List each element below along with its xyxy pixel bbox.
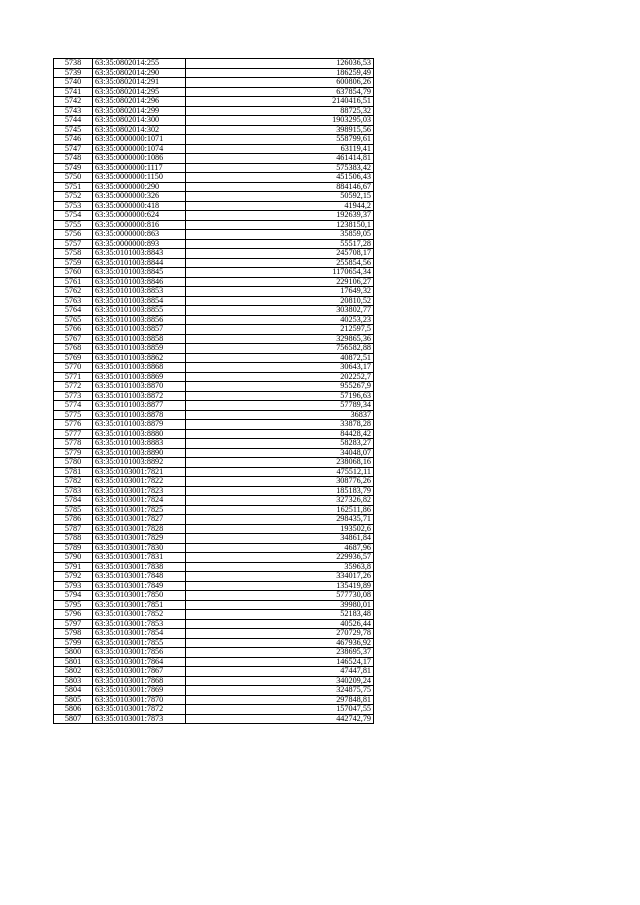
row-number-cell: 5773 [54, 391, 93, 401]
cadastral-number-cell: 63:35:0103001:7821 [93, 467, 186, 477]
value-cell: 334017,26 [186, 572, 374, 582]
row-number-cell: 5796 [54, 610, 93, 620]
cadastral-number-cell: 63:35:0000000:624 [93, 211, 186, 221]
table-row [54, 277, 374, 287]
table-row [54, 496, 374, 506]
cadastral-number-cell: 63:35:0101003:8843 [93, 249, 186, 259]
row-number-cell: 5748 [54, 154, 93, 164]
cadastral-number-cell: 63:35:0000000:863 [93, 230, 186, 240]
row-number-cell: 5774 [54, 401, 93, 411]
row-number-cell: 5795 [54, 600, 93, 610]
table-row [54, 486, 374, 496]
row-number-cell: 5766 [54, 325, 93, 335]
cadastral-number-cell: 63:35:0000000:418 [93, 201, 186, 211]
row-number-cell: 5738 [54, 59, 93, 69]
table-row [54, 372, 374, 382]
row-number-cell: 5784 [54, 496, 93, 506]
value-cell: 58283,27 [186, 439, 374, 449]
table-row [54, 306, 374, 316]
value-cell: 41944,2 [186, 201, 374, 211]
cadastral-number-cell: 63:35:0101003:8853 [93, 287, 186, 297]
row-number-cell: 5741 [54, 87, 93, 97]
value-cell: 35859,05 [186, 230, 374, 240]
cadastral-number-cell: 63:35:0103001:7828 [93, 524, 186, 534]
table-row [54, 59, 374, 69]
cadastral-number-cell: 63:35:0103001:7856 [93, 648, 186, 658]
value-cell: 324875,75 [186, 686, 374, 696]
value-cell: 35963,8 [186, 562, 374, 572]
value-cell: 52183,48 [186, 610, 374, 620]
value-cell: 30643,17 [186, 363, 374, 373]
value-cell: 461414,81 [186, 154, 374, 164]
row-number-cell: 5743 [54, 106, 93, 116]
row-number-cell: 5786 [54, 515, 93, 525]
table-row [54, 629, 374, 639]
table-row [54, 714, 374, 724]
cadastral-number-cell: 63:35:0101003:8846 [93, 277, 186, 287]
value-cell: 192639,37 [186, 211, 374, 221]
row-number-cell: 5777 [54, 429, 93, 439]
table-row [54, 610, 374, 620]
value-cell: 4687,96 [186, 543, 374, 553]
table-row [54, 657, 374, 667]
row-number-cell: 5739 [54, 68, 93, 78]
value-cell: 157047,55 [186, 705, 374, 715]
value-cell: 475512,11 [186, 467, 374, 477]
cadastral-number-cell: 63:35:0103001:7864 [93, 657, 186, 667]
row-number-cell: 5779 [54, 448, 93, 458]
table-row [54, 268, 374, 278]
table-row [54, 467, 374, 477]
row-number-cell: 5776 [54, 420, 93, 430]
row-number-cell: 5778 [54, 439, 93, 449]
table-row [54, 429, 374, 439]
cadastral-number-cell: 63:35:0101003:8856 [93, 315, 186, 325]
value-cell: 955267,9 [186, 382, 374, 392]
value-cell: 600806,26 [186, 78, 374, 88]
value-cell: 34048,07 [186, 448, 374, 458]
value-cell: 57789,34 [186, 401, 374, 411]
cadastral-number-cell: 63:35:0103001:7869 [93, 686, 186, 696]
value-cell: 186259,49 [186, 68, 374, 78]
table-row [54, 562, 374, 572]
cadastral-number-cell: 63:35:0103001:7873 [93, 714, 186, 724]
table-row [54, 505, 374, 515]
row-number-cell: 5747 [54, 144, 93, 154]
table-row [54, 581, 374, 591]
cadastral-number-cell: 63:35:0802014:295 [93, 87, 186, 97]
table-row [54, 705, 374, 715]
table-row [54, 515, 374, 525]
row-number-cell: 5797 [54, 619, 93, 629]
cadastral-number-cell: 63:35:0802014:300 [93, 116, 186, 126]
cadastral-number-cell: 63:35:0000000:1071 [93, 135, 186, 145]
value-cell: 88725,32 [186, 106, 374, 116]
table-row [54, 173, 374, 183]
value-cell: 63119,41 [186, 144, 374, 154]
row-number-cell: 5758 [54, 249, 93, 259]
table-row [54, 239, 374, 249]
table-row [54, 676, 374, 686]
cadastral-number-cell: 63:35:0103001:7851 [93, 600, 186, 610]
value-cell: 308776,26 [186, 477, 374, 487]
row-number-cell: 5751 [54, 182, 93, 192]
row-number-cell: 5802 [54, 667, 93, 677]
table-row [54, 648, 374, 658]
value-cell: 57196,63 [186, 391, 374, 401]
table-row [54, 78, 374, 88]
table-row [54, 448, 374, 458]
value-cell: 451506,43 [186, 173, 374, 183]
cadastral-number-cell: 63:35:0101003:8845 [93, 268, 186, 278]
value-cell: 229936,57 [186, 553, 374, 563]
value-cell: 270729,78 [186, 629, 374, 639]
value-cell: 297848,81 [186, 695, 374, 705]
table-row [54, 458, 374, 468]
cadastral-number-cell: 63:35:0000000:1117 [93, 163, 186, 173]
table-row [54, 420, 374, 430]
cadastral-number-cell: 63:35:0000000:893 [93, 239, 186, 249]
table-row [54, 553, 374, 563]
table-row [54, 524, 374, 534]
value-cell: 34861,84 [186, 534, 374, 544]
row-number-cell: 5752 [54, 192, 93, 202]
row-number-cell: 5763 [54, 296, 93, 306]
row-number-cell: 5746 [54, 135, 93, 145]
cadastral-number-cell: 63:35:0103001:7824 [93, 496, 186, 506]
table-row [54, 135, 374, 145]
row-number-cell: 5772 [54, 382, 93, 392]
row-number-cell: 5791 [54, 562, 93, 572]
row-number-cell: 5753 [54, 201, 93, 211]
value-cell: 245708,17 [186, 249, 374, 259]
value-cell: 884146,67 [186, 182, 374, 192]
table-row [54, 391, 374, 401]
value-cell: 17649,32 [186, 287, 374, 297]
value-cell: 126036,53 [186, 59, 374, 69]
table-row [54, 401, 374, 411]
table-row [54, 477, 374, 487]
row-number-cell: 5806 [54, 705, 93, 715]
row-number-cell: 5783 [54, 486, 93, 496]
row-number-cell: 5794 [54, 591, 93, 601]
row-number-cell: 5785 [54, 505, 93, 515]
row-number-cell: 5788 [54, 534, 93, 544]
table-row [54, 68, 374, 78]
row-number-cell: 5744 [54, 116, 93, 126]
value-cell: 135419,89 [186, 581, 374, 591]
cadastral-number-cell: 63:35:0103001:7822 [93, 477, 186, 487]
row-number-cell: 5804 [54, 686, 93, 696]
cadastral-number-cell: 63:35:0103001:7855 [93, 638, 186, 648]
cadastral-number-cell: 63:35:0101003:8869 [93, 372, 186, 382]
table-row [54, 211, 374, 221]
row-number-cell: 5740 [54, 78, 93, 88]
cadastral-number-cell: 63:35:0103001:7823 [93, 486, 186, 496]
cadastral-number-cell: 63:35:0101003:8890 [93, 448, 186, 458]
value-cell: 50592,15 [186, 192, 374, 202]
value-cell: 229106,27 [186, 277, 374, 287]
table-row [54, 686, 374, 696]
value-cell: 756582,88 [186, 344, 374, 354]
table-row [54, 543, 374, 553]
table-row [54, 154, 374, 164]
table-row [54, 249, 374, 259]
row-number-cell: 5749 [54, 163, 93, 173]
row-number-cell: 5800 [54, 648, 93, 658]
row-number-cell: 5792 [54, 572, 93, 582]
table-row [54, 695, 374, 705]
cadastral-number-cell: 63:35:0000000:816 [93, 220, 186, 230]
row-number-cell: 5759 [54, 258, 93, 268]
row-number-cell: 5765 [54, 315, 93, 325]
cadastral-number-cell: 63:35:0103001:7854 [93, 629, 186, 639]
table-row [54, 353, 374, 363]
cadastral-number-cell: 63:35:0101003:8880 [93, 429, 186, 439]
cadastral-number-cell: 63:35:0101003:8870 [93, 382, 186, 392]
cadastral-number-cell: 63:35:0103001:7872 [93, 705, 186, 715]
table-row [54, 344, 374, 354]
cadastral-number-cell: 63:35:0103001:7870 [93, 695, 186, 705]
row-number-cell: 5756 [54, 230, 93, 240]
value-cell: 442742,79 [186, 714, 374, 724]
row-number-cell: 5764 [54, 306, 93, 316]
value-cell: 47447,81 [186, 667, 374, 677]
row-number-cell: 5782 [54, 477, 93, 487]
value-cell: 329865,36 [186, 334, 374, 344]
table-row [54, 619, 374, 629]
row-number-cell: 5770 [54, 363, 93, 373]
row-number-cell: 5799 [54, 638, 93, 648]
cadastral-number-cell: 63:35:0101003:8878 [93, 410, 186, 420]
value-cell: 238695,37 [186, 648, 374, 658]
row-number-cell: 5760 [54, 268, 93, 278]
value-cell: 577730,08 [186, 591, 374, 601]
cadastral-number-cell: 63:35:0802014:296 [93, 97, 186, 107]
cadastral-number-cell: 63:35:0103001:7830 [93, 543, 186, 553]
value-cell: 212597,5 [186, 325, 374, 335]
value-cell: 55517,28 [186, 239, 374, 249]
value-cell: 36837 [186, 410, 374, 420]
cadastral-number-cell: 63:35:0101003:8862 [93, 353, 186, 363]
value-cell: 255854,56 [186, 258, 374, 268]
cadastral-number-cell: 63:35:0103001:7831 [93, 553, 186, 563]
table-row [54, 363, 374, 373]
table-row [54, 315, 374, 325]
row-number-cell: 5807 [54, 714, 93, 724]
value-cell: 398915,56 [186, 125, 374, 135]
cadastral-value-table [53, 58, 374, 724]
table-row [54, 258, 374, 268]
cadastral-number-cell: 63:35:0000000:1086 [93, 154, 186, 164]
cadastral-number-cell: 63:35:0101003:8892 [93, 458, 186, 468]
value-cell: 1170654,34 [186, 268, 374, 278]
row-number-cell: 5745 [54, 125, 93, 135]
table-row [54, 572, 374, 582]
table-body [54, 59, 374, 724]
table-row [54, 97, 374, 107]
table-row [54, 144, 374, 154]
cadastral-number-cell: 63:35:0103001:7850 [93, 591, 186, 601]
cadastral-number-cell: 63:35:0103001:7838 [93, 562, 186, 572]
cadastral-number-cell: 63:35:0103001:7868 [93, 676, 186, 686]
value-cell: 39980,01 [186, 600, 374, 610]
table-row [54, 163, 374, 173]
value-cell: 146524,17 [186, 657, 374, 667]
cadastral-number-cell: 63:35:0103001:7829 [93, 534, 186, 544]
table-row [54, 591, 374, 601]
cadastral-number-cell: 63:35:0802014:299 [93, 106, 186, 116]
value-cell: 303802,77 [186, 306, 374, 316]
value-cell: 193502,6 [186, 524, 374, 534]
table-row [54, 334, 374, 344]
cadastral-number-cell: 63:35:0802014:255 [93, 59, 186, 69]
table-row [54, 287, 374, 297]
cadastral-number-cell: 63:35:0103001:7848 [93, 572, 186, 582]
value-cell: 185183,79 [186, 486, 374, 496]
value-cell: 84428,42 [186, 429, 374, 439]
value-cell: 40253,23 [186, 315, 374, 325]
cadastral-number-cell: 63:35:0000000:326 [93, 192, 186, 202]
value-cell: 327326,82 [186, 496, 374, 506]
cadastral-number-cell: 63:35:0101003:8877 [93, 401, 186, 411]
row-number-cell: 5775 [54, 410, 93, 420]
cadastral-number-cell: 63:35:0802014:302 [93, 125, 186, 135]
table-row [54, 325, 374, 335]
value-cell: 340209,24 [186, 676, 374, 686]
value-cell: 467936,92 [186, 638, 374, 648]
row-number-cell: 5761 [54, 277, 93, 287]
row-number-cell: 5798 [54, 629, 93, 639]
cadastral-number-cell: 63:35:0101003:8883 [93, 439, 186, 449]
row-number-cell: 5742 [54, 97, 93, 107]
table-row [54, 87, 374, 97]
table-row [54, 125, 374, 135]
value-cell: 40526,44 [186, 619, 374, 629]
cadastral-number-cell: 63:35:0802014:291 [93, 78, 186, 88]
cadastral-number-cell: 63:35:0101003:8859 [93, 344, 186, 354]
cadastral-number-cell: 63:35:0101003:8868 [93, 363, 186, 373]
value-cell: 2140416,51 [186, 97, 374, 107]
row-number-cell: 5801 [54, 657, 93, 667]
row-number-cell: 5757 [54, 239, 93, 249]
cadastral-number-cell: 63:35:0000000:1150 [93, 173, 186, 183]
cadastral-number-cell: 63:35:0103001:7853 [93, 619, 186, 629]
value-cell: 575383,42 [186, 163, 374, 173]
table-row [54, 116, 374, 126]
row-number-cell: 5787 [54, 524, 93, 534]
row-number-cell: 5781 [54, 467, 93, 477]
table-row [54, 600, 374, 610]
value-cell: 238068,16 [186, 458, 374, 468]
table-row [54, 667, 374, 677]
table-row [54, 220, 374, 230]
cadastral-number-cell: 63:35:0101003:8879 [93, 420, 186, 430]
table-row [54, 410, 374, 420]
row-number-cell: 5750 [54, 173, 93, 183]
value-cell: 1903295,03 [186, 116, 374, 126]
table-row [54, 230, 374, 240]
table-row [54, 182, 374, 192]
cadastral-number-cell: 63:35:0103001:7867 [93, 667, 186, 677]
cadastral-number-cell: 63:35:0103001:7827 [93, 515, 186, 525]
value-cell: 202252,7 [186, 372, 374, 382]
row-number-cell: 5790 [54, 553, 93, 563]
row-number-cell: 5762 [54, 287, 93, 297]
value-cell: 33878,28 [186, 420, 374, 430]
row-number-cell: 5768 [54, 344, 93, 354]
row-number-cell: 5771 [54, 372, 93, 382]
row-number-cell: 5805 [54, 695, 93, 705]
value-cell: 558799,61 [186, 135, 374, 145]
table-row [54, 638, 374, 648]
table-row [54, 201, 374, 211]
cadastral-number-cell: 63:35:0103001:7849 [93, 581, 186, 591]
value-cell: 637854,79 [186, 87, 374, 97]
value-cell: 1238150,1 [186, 220, 374, 230]
row-number-cell: 5754 [54, 211, 93, 221]
table-row [54, 296, 374, 306]
cadastral-number-cell: 63:35:0101003:8855 [93, 306, 186, 316]
cadastral-number-cell: 63:35:0103001:7825 [93, 505, 186, 515]
row-number-cell: 5755 [54, 220, 93, 230]
row-number-cell: 5803 [54, 676, 93, 686]
cadastral-number-cell: 63:35:0103001:7852 [93, 610, 186, 620]
cadastral-number-cell: 63:35:0101003:8857 [93, 325, 186, 335]
row-number-cell: 5769 [54, 353, 93, 363]
cadastral-number-cell: 63:35:0000000:1074 [93, 144, 186, 154]
value-cell: 40872,51 [186, 353, 374, 363]
value-cell: 298435,71 [186, 515, 374, 525]
table-row [54, 382, 374, 392]
row-number-cell: 5780 [54, 458, 93, 468]
value-cell: 20810,52 [186, 296, 374, 306]
cadastral-number-cell: 63:35:0101003:8858 [93, 334, 186, 344]
row-number-cell: 5767 [54, 334, 93, 344]
table-row [54, 192, 374, 202]
row-number-cell: 5789 [54, 543, 93, 553]
table-row [54, 439, 374, 449]
value-cell: 162511,86 [186, 505, 374, 515]
table-row [54, 106, 374, 116]
row-number-cell: 5793 [54, 581, 93, 591]
cadastral-number-cell: 63:35:0101003:8854 [93, 296, 186, 306]
table-row [54, 534, 374, 544]
cadastral-number-cell: 63:35:0802014:290 [93, 68, 186, 78]
cadastral-number-cell: 63:35:0101003:8844 [93, 258, 186, 268]
cadastral-number-cell: 63:35:0101003:8872 [93, 391, 186, 401]
cadastral-number-cell: 63:35:0000000:290 [93, 182, 186, 192]
